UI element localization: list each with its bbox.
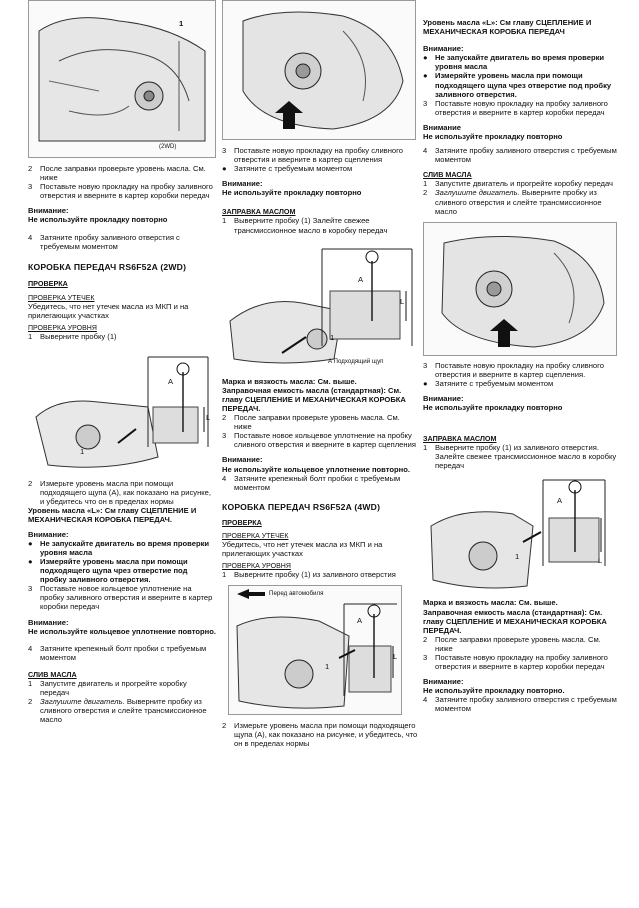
c3-level-reference: Уровень масла «L»: См главу СЦЕПЛЕНИЕ И МЕХАНИЧЕСКАЯ КОРОБКА ПЕРЕДАЧ [423,18,592,37]
c1-level-reference: Уровень масла «L»: См главу СЦЕПЛЕНИЕ И МЕХАНИЧЕСКАЯ КОРОБКА ПЕРЕДАЧ. [28,506,197,525]
c3-drain-step-3: 3 Поставьте новую прокладку на пробку сливного отверстия и вверните в картер сцепления. [423,360,604,379]
figure-2wd-filler-plug [28,0,216,158]
c1-section-title: КОРОБКА ПЕРЕДАЧ RS6F52A (2WD) [28,261,187,272]
c1-level-step-2: 2 Измерьте уровень масла при помощи подходящего щупа (А), как показано на рисунке, и убедитесь что он в пределах нормы [28,479,212,507]
c3-step-3: 3 Поставьте новую прокладку на пробку заливного отверстия и вверните в картер коробки передач [423,98,608,117]
column-2 [222,0,418,748]
c1-attention-1: Внимание: [28,206,69,216]
c1-step-2: 2 После заправки проверьте уровень масла. См. ниже [28,164,206,183]
c1-drain-step-1: 1 Запустите двигатель и прогрейте коробку передач [28,678,187,697]
figure-label-1: 1 [179,19,184,28]
c3-attention-2-text: Не используйте прокладку повторно [423,132,563,142]
c1-step-3: 3 Поставьте новую прокладку на пробку заливного отверстия и вверните в картер коробки передач [28,182,213,201]
figure-4wd-fill [423,476,609,592]
drawing-filler-plug [29,1,215,157]
c1-level-heading: ПРОВЕРКА УРОВНЯ [28,324,97,332]
c1-drain-step-2: 2 Заглушите двигатель. Выверните пробку из сливного отверстия и слейте трансмиссионное масло [28,696,207,725]
c2-section-title: КОРОБКА ПЕРЕДАЧ RS6F52A (4WD) [222,501,381,512]
c2-level-step-1: 1 Выверните пробку (1) из заливного отверстия [222,569,396,579]
c3-step-4: 4 Затяните пробку заливного отверстия с требуемым моментом [423,146,617,165]
c1-step-4: 4 Затяните пробку заливного отверстия с требуемым моментом [28,232,180,251]
column-3 [423,18,619,714]
figure-2wd-dipstick [28,347,214,475]
c1-drain-heading: СЛИВ МАСЛА [28,669,77,679]
c1-leak-text: Убедитесь, что нет утечек масла из МКП и на прилегающих участках [28,301,189,320]
4wd-fill-label-1: 1 [515,552,520,562]
c2-fill-step-4: 4 Затяните крепежный болт пробки с требуемым моментом [222,473,401,492]
c3-attention-4: Внимание: [423,677,464,687]
c2-bullet-1: ● Затяните с требуемым моментом [222,164,353,174]
drawing-4wd-drain [424,223,616,355]
4wd-label-A: A [357,616,363,626]
c1-attention-3-text: Не используйте кольцевое уплотнение повторно. [28,627,216,637]
c2-level-step-2: 2 Измерьте уровень масла при помощи подходящего щупа (А), как показано на рисунке, и убедитесь, что он в пределах нормы [222,721,418,749]
c1-attention-3: Внимание: [28,618,69,628]
c3-drain-step-2: 2 Заглушите двигатель. Выверните пробку из сливного отверстия и слейте трансмиссионное масло [423,188,602,216]
fill-label-A: A [358,274,364,284]
4wd-label-1: 1 [325,662,330,672]
figure-4wd-drain-plug [423,222,617,356]
drawing-4wd-fill [423,476,609,592]
c3-fill-step-3: 3 Поставьте новую прокладку на пробку заливного отверстия и вверните в картер коробки передач [423,653,608,672]
c2-leak-text: Убедитесь, что нет утечек масла из МКП и на прилегающих участках [222,539,383,558]
c1-level-step-3: 3 Поставьте новое кольцевое уплотнение на пробку заливного отверстия и вверните в картер коробки передач [28,584,213,612]
c1-level-step-4: 4 Затяните крепежный болт пробки с требуемым моментом [28,643,207,662]
c3-attention-3: Внимание: [423,393,464,403]
dipstick-label-A: A [168,377,174,387]
c2-fill-step-3: 3 Поставьте новое кольцевое уплотнение на пробку сливного отверстия и вверните в картер сцепления [222,431,416,450]
c3-fill-step-1: 1 Выверните пробку (1) из заливного отверстия. Залейте свежее трансмиссионное масло в коробку передач [423,443,617,471]
c3-attention-4-text: Не используйте прокладку повторно. [423,686,565,696]
c3-bullet-1: ● Не запускайте двигатель во время проверки уровня масла [423,53,605,72]
dipstick-label-1: 1 [80,447,85,457]
c2-fill-heading: ЗАПРАВКА МАСЛОМ [222,207,296,217]
c2-fill-step-1: 1 Выверните пробку (1) Залейте свежее трансмиссионное масло в коробку передач [222,216,388,235]
4wd-label-L: L [393,652,398,662]
c3-bullet-2: ● Измеряйте уровень масла при помощи подходящего щупа чрез отверстие под пробку заливного отверстия. [423,71,612,99]
c3-oil-capacity: Заправочная емкость масла (стандартная): См. главу СЦЕПЛЕНИЕ И МЕХАНИЧЕСКАЯ КОРОБКА ПЕРЕДАЧ. [423,607,607,635]
4wd-fill-label-A: A [557,496,563,506]
c2-oil-capacity: Заправочная емкость масла (стандартная): См. главу СЦЕПЛЕНИЕ И МЕХАНИЧЕСКАЯ КОРОБКА ПЕРЕДАЧ. [222,385,406,413]
c3-drain-step-1: 1 Запустите двигатель и прогрейте коробку передач [423,179,613,189]
fill-dipstick-caption: A Подходящий щуп [328,357,384,365]
c2-attention-2: Внимание: [222,455,263,465]
c1-attention-2: Внимание: [28,529,69,539]
c2-level-heading: ПРОВЕРКА УРОВНЯ [222,562,291,570]
c1-level-step-1: 1 Выверните пробку (1) [28,331,117,341]
c3-attention-1: Внимание: [423,44,464,54]
c3-oil-grade: Марка и вязкость масла: См. выше. [423,598,558,608]
c1-check-heading: ПРОВЕРКА [28,278,68,288]
c2-check-heading: ПРОВЕРКА [222,517,262,527]
drawing-dipstick [28,347,214,475]
c1-bullet-2: ● Измеряйте уровень масла при помощи подходящего щупа чрез отверстие под пробку заливного отверстия. [28,556,188,584]
figure-2wd-fill [222,241,414,371]
fill-label-L: L [400,296,405,306]
c1-bullet-1: ● Не запускайте двигатель во время проверки уровня масла [28,538,210,557]
front-of-vehicle-label: Перед автомобиля [269,590,324,598]
fill-label-1: 1 [330,332,335,342]
drawing-4wd-dipstick [229,586,401,714]
column-1 [28,0,216,724]
c3-drain-heading: СЛИВ МАСЛА [423,170,472,180]
c2-step-3: 3 Поставьте новую прокладку на пробку сливного отверстия и вверните в картер сцепления [222,146,403,165]
c1-leak-heading: ПРОВЕРКА УТЕЧЕК [28,294,95,302]
c2-leak-heading: ПРОВЕРКА УТЕЧЕК [222,532,289,540]
c2-attention-1-text: Не используйте прокладку повторно [222,188,362,198]
c2-attention-1: Внимание: [222,179,263,189]
figure-caption: (2WD) [159,144,177,150]
dipstick-label-L: L [206,413,211,423]
c3-fill-step-4: 4 Затяните пробку заливного отверстия с требуемым моментом [423,695,617,714]
figure-4wd-dipstick [228,585,402,715]
drawing-fill [222,241,414,371]
c3-bullet-3: ● Затяните с требуемым моментом [423,378,554,388]
c3-attention-2: Внимание [423,122,461,132]
drawing-drain-plug [223,1,415,139]
figure-2wd-drain-plug [222,0,416,140]
c3-fill-step-2: 2 После заправки проверьте уровень масла. См. ниже [423,634,601,653]
c2-oil-grade: Марка и вязкость масла: См. выше. [222,376,357,386]
c2-fill-step-2: 2 После заправки проверьте уровень масла. См. ниже [222,413,400,432]
4wd-fill-label-L: L [598,556,603,566]
c1-attention-1-text: Не используйте прокладку повторно [28,215,168,225]
c3-fill-heading: ЗАПРАВКА МАСЛОМ [423,434,497,444]
c2-attention-2-text: Не используйте кольцевое уплотнение повторно. [222,464,410,474]
c3-attention-3-text: Не используйте прокладку повторно [423,403,563,413]
